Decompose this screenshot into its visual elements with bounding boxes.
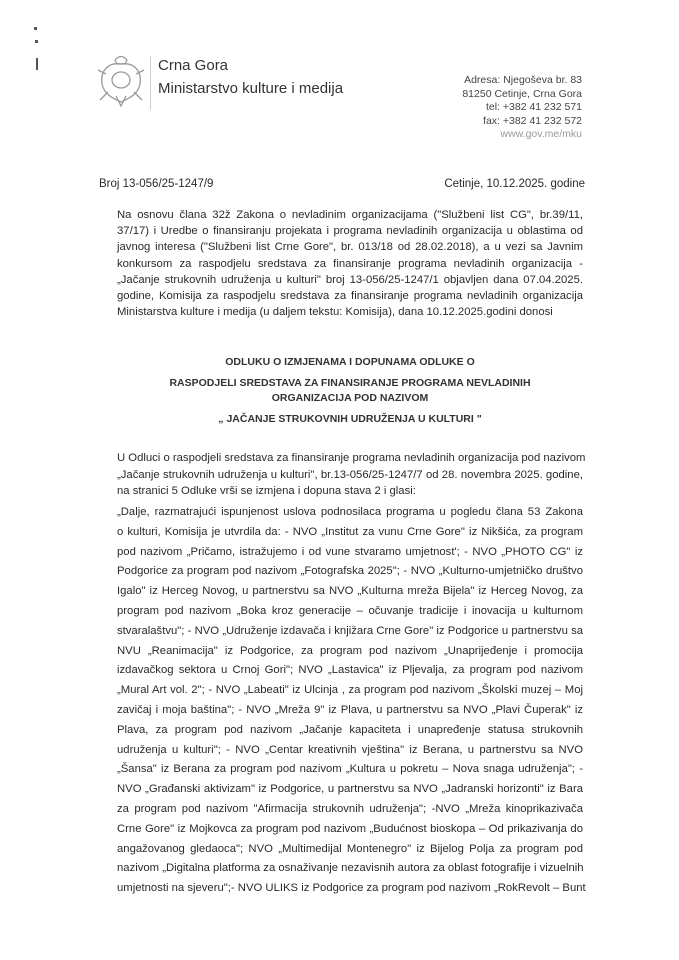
text-line: javnog interesa ("Službeni list Crne Gore", br. 013/18 od 28.02.2018), a u vezi sa Javnim <box>117 241 583 254</box>
reference-number: Broj 13-056/25-1247/9 <box>99 178 214 190</box>
address: Adresa: Njegoševa br. 83 <box>464 74 582 86</box>
text-line: za program pod nazivom "Afirmacija strukovnih udruženja"; -NVO „Mreža kinoprikazivača <box>117 802 583 815</box>
text-line: 37/17) i Uredbe o finansiranju projekata i programa nevladinih organizacija u oblastima od <box>117 225 583 238</box>
document-date: Cetinje, 10.12.2025. godine <box>444 178 585 190</box>
text-line: U Odluci o raspodjeli sredstava za finansiranje programa nevladinih organizacija pod nazivom <box>117 452 586 464</box>
text-line: „Jačanje strukovnih udruženja u kulturi" broj 13-056/25-1247/1 objavljen dana 07.04.2025. <box>117 273 583 286</box>
text-line: „Dalje, razmatrajući ispunjenost uslova podnosilaca programa u pogledu člana 53 Zakona <box>117 506 583 518</box>
coat-of-arms-logo <box>94 52 148 108</box>
decision-title-line: ORGANIZACIJA POD NAZIVOM <box>271 392 429 404</box>
text-line: nazivom „Digitalna platforma za osnaživanje nezavisnih autora za oblast fotografije i vizuelnih <box>117 862 584 875</box>
phone: tel: +382 41 232 571 <box>485 101 582 113</box>
text-line: umjetnosti na sjeveru";- NVO ULIKS iz Podgorice za program pod nazivom „RokRevolt – Bunt <box>117 882 586 895</box>
text-line: „Šansa" iz Berana za program pod nazivom „Kultura u pokretu – Nova snaga udruženja"; - <box>117 763 583 776</box>
text-line: NVU „Reanimacija" iz Podgorice, za program pod nazivom „Unaprijeđenje i promocija <box>117 644 583 657</box>
country-name: Crna Gora <box>158 57 229 74</box>
body-paragraph <box>117 503 586 899</box>
text-line: udruženja u kulturi"; - NVO „Centar kreativnih vještina" iz Berana, u partnerstvu sa NVO <box>117 743 583 756</box>
text-line: angažovanog gledaoca"; NVO „Multimedijal Montenegro" iz Bijelog Polja za program pod <box>117 842 583 855</box>
text-line: „Mural Art vol. 2"; - NVO „Labeati" iz Ulcinja , za program pod nazivom „Školski muzej – Moj <box>117 684 583 697</box>
text-line: Podgorice za program pod nazivom „Fotografska 2025"; - NVO „Kulturno-umjetničko društvo <box>117 565 583 578</box>
text-line: konkursom za raspodjelu sredstava za finansiranje programa nevladinih organizacija - <box>117 257 583 270</box>
text-line: izdavačkog sektora u Crnoj Gori"; NVO „Lastavica" iz Pljevalja, za program pod nazivom <box>117 664 583 677</box>
ministry-name: Ministarstvo kulture i medija <box>158 80 344 97</box>
text-line: Crne Gore" iz Mojkovca za program pod nazivom „Budućnost bioskopa – Od prikazivanja do <box>117 822 583 835</box>
text-line: Ministarstva kulture i medija (u daljem tekstu: Komisija), dana 10.12.2025.godini donosi <box>117 306 553 319</box>
text-line: stvaralaštvu"; - NVO „Udruženje izdavača i knjižara Crne Gore" iz Podgorice u partnerstvu sa <box>117 624 583 637</box>
decision-title-line: „ JAČANJE STRUKOVNIH UDRUŽENJA U KULTURI " <box>218 413 482 425</box>
text-line: program pod nazivom „Boka kroz generacije – očuvanje tradicije i inovacija u kulturnom <box>117 604 583 617</box>
text-line: Plava, za program pod nazivom „Jačanje kapaciteta i unapređenje statusa strukovnih <box>117 723 583 736</box>
fax: fax: +382 41 232 572 <box>483 114 582 127</box>
decision-title-line: ODLUKU O IZMJENAMA I DOPUNAMA ODLUKE O <box>225 356 475 368</box>
website: www.gov.me/mku <box>500 128 582 140</box>
amendment-paragraph <box>117 450 586 500</box>
text-line: godine, Komisija za raspodjelu sredstava za finansiranje programa nevladinih organizacija <box>117 289 583 302</box>
city: 81250 Cetinje, Crna Gora <box>462 87 582 100</box>
text-line: „Jačanje strukovnih udruženja u kulturi", br.13-056/25-1247/7 od 28. novembra 2025. godine, <box>117 468 583 481</box>
header-divider <box>150 56 151 110</box>
contact-block <box>462 74 582 142</box>
text-line: pod nazivom „Pričamo, istražujemo i od vune stvaramo umjetnost'; - NVO „PHOTO CG" iz <box>117 545 583 558</box>
text-line: o kulturi, Komisija je utvrdila da: - NVO „Institut za vunu Crne Gore" iz Nikšića, za program <box>117 525 583 538</box>
decision-title-line: RASPODJELI SREDSTAVA ZA FINANSIRANJE PROGRAMA NEVLADINIH <box>169 377 531 389</box>
intro-paragraph <box>117 207 583 320</box>
text-line: Igalo" iz Herceg Novog, u partnerstvu sa NVO „Kulturna mreža Bijela" iz Herceg Novog, za <box>117 585 583 598</box>
text-line: na stranici 5 Odluke vrši se izmjena i dopuna stava 2 i glasi: <box>117 485 416 497</box>
text-line: Na osnovu člana 32ž Zakona o nevladinim organizacijama ("Službeni list CG", br.39/11, <box>117 209 583 221</box>
text-line: zavičaj i moja baština"; - NVO „Mreža 9" iz Plava, u partnerstvu sa NVO „Plavi Čuperak" iz <box>117 703 583 716</box>
text-line: NVO „Građanski aktivizam" iz Podgorice, u partnerstvu sa NVO „Jadranski horizonti" iz Bara <box>117 783 583 796</box>
